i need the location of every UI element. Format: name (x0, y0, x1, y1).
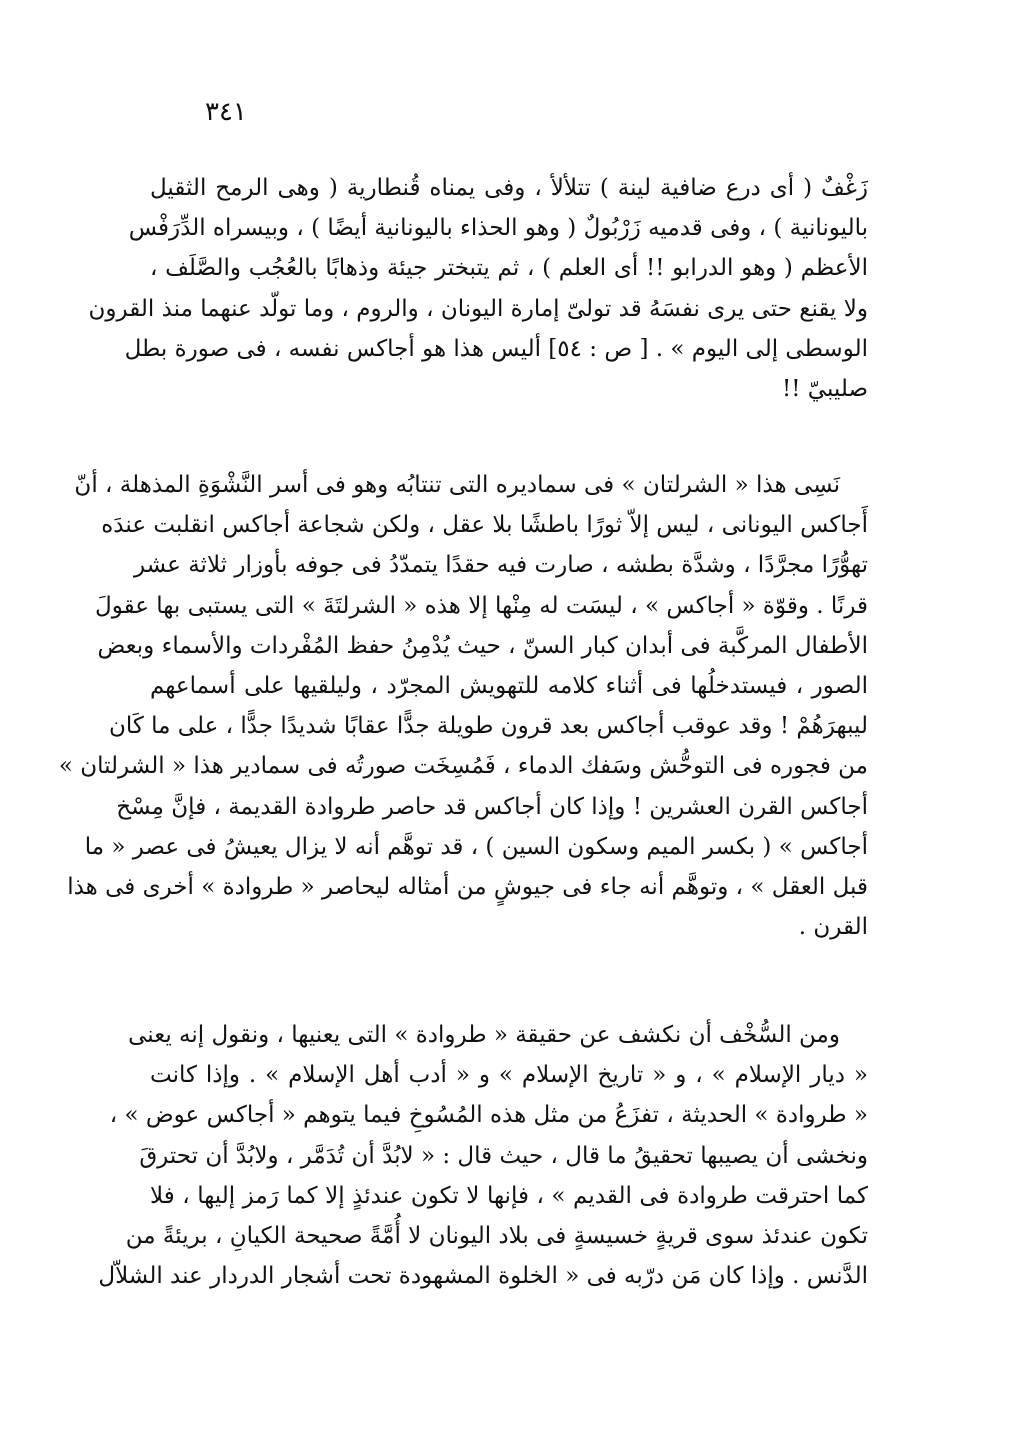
paragraph-2 (58, 465, 868, 947)
text-line: صليبيّ !! (782, 376, 868, 403)
paragraph-3 (98, 1015, 868, 1296)
text-line: ولا يقنع حتى يرى نفسَهُ قد تولىّ إمارة اليونان ، والروم ، وما تولّد عنهما منذ القرون (88, 295, 868, 322)
text-line: الأعظم ( وهو الدرابو !! أى العلم ) ، ثم يتبختر جيئة وذهابًا بالعُجُب والصَّلَف ، (150, 255, 868, 282)
text-line: الدَّنس . وإذا كان مَن درّبه فى « الخلوة المشهودة تحت أشجار الدردار عند الشلاّل (98, 1263, 868, 1290)
text-line: تهوُّرًا مجرَّدًا ، وشدَّة بطشه ، صارت فيه حقدًا يتمدّدُ فى جوفه بأوزار ثلاثة عشر (133, 552, 868, 579)
text-line: كما احترقت طروادة فى القديم » ، فإنها لا تكون عندئذٍ إلا كما رَمز إليها ، فلا (150, 1182, 868, 1209)
text-line: « ديار الإسلام » ، و « تاريخ الإسلام » و « أدب أهل الإسلام » . وإذا كانت (150, 1062, 868, 1089)
text-line: « طروادة » الحديثة ، تفزَعُ من مثل هذه المُسُوخِ فيما يتوهم « أجاكس عوض » ، (109, 1102, 868, 1129)
text-line: الصور ، فيستدخلُها فى أثناء كلامه للتهويش المجرّد ، وليلقيها على أسماعهم (150, 673, 868, 700)
text-line: قرنًا . وقوّة « أجاكس » ، ليسَت له مِنْها إلا هذه « الشرلتَةَ » التى يستبى بها عقولَ (95, 592, 868, 619)
text-line: القرن . (798, 914, 868, 941)
text-line: أجاكس » ( بكسر الميم وسكون السين ) ، قد توهَّم أنه لا يزال يعيشُ فى عصر « ما (84, 833, 868, 860)
text-line: تكون عندئذ سوى قريةٍ خسيسةٍ فى بلاد اليونان لا أُمَّةً صحيحة الكيانِ ، بريئةً من (125, 1223, 868, 1250)
text-line: باليونانية ) ، وفى قدميه زَرْبُولٌ ( وهو الحذاء باليونانية أيضًا ) ، وبيسراه الدِّرَفْس (128, 215, 868, 242)
text-line: أجاكس القرن العشرين ! وإذا كان أجاكس قد حاصر طروادة القديمة ، فإنَّ مِسْخ (116, 793, 868, 820)
text-line: ليبهرَهُمْ ! وقد عوقب أجاكس بعد قرون طويلة جدًّا عقابًا شديدًا جدًّا ، على ما كَان (108, 713, 868, 740)
text-line: ونخشى أن يصيبها تحقيقُ ما قال ، حيث قال : « لابُدَّ أن تُدَمَّر ، ولابُدَّ أن تحترقَ (139, 1142, 868, 1169)
text-line: نَسِى هذا « الشرلتان » فى سماديره التى تنتابُه وهو فى أسر النَّشْوَةِ المذهلة ، أنّ (74, 472, 840, 498)
text-line: أَجاكس اليونانى ، ليس إلاّ ثورًا باطشًا بلا عقل ، ولكن شجاعة أجاكس انقلبت عندَه (101, 512, 868, 539)
text-line: ومن السُّخْف أن نكشف عن حقيقة « طروادة » التى يعنيها ، ونقول إنه يعنى (128, 1022, 840, 1048)
page-number: ٣٤١ (205, 97, 247, 127)
text-line: قبل العقل » ، وتوهَّم أنه جاء فى جيوشٍ من أمثاله ليحاصر « طروادة » أخرى فى هذا (67, 874, 868, 901)
paragraph-1 (88, 168, 868, 409)
text-line: زَغْفٌ ( أى درع ضافية لينة ) تتلألأ ، وفى يمناه قُنطارية ( وهى الرمح الثقيل (150, 175, 868, 201)
text-line: من فجوره فى التوحُّش وسَفك الدماء ، فَمُسِخَت صورتُه فى سمادير هذا « الشرلتان » (58, 753, 868, 780)
text-line: الأطفال المركَّبة فى أبدان كبار السنّ ، حيث يُدْمِنُ حفظ المُفْردات والأسماء وبعض (97, 632, 868, 659)
text-line: الوسطى إلى اليوم » . [ ص : ٥٤] أليس هذا هو أجاكس نفسه ، فى صورة بطل (124, 335, 868, 362)
